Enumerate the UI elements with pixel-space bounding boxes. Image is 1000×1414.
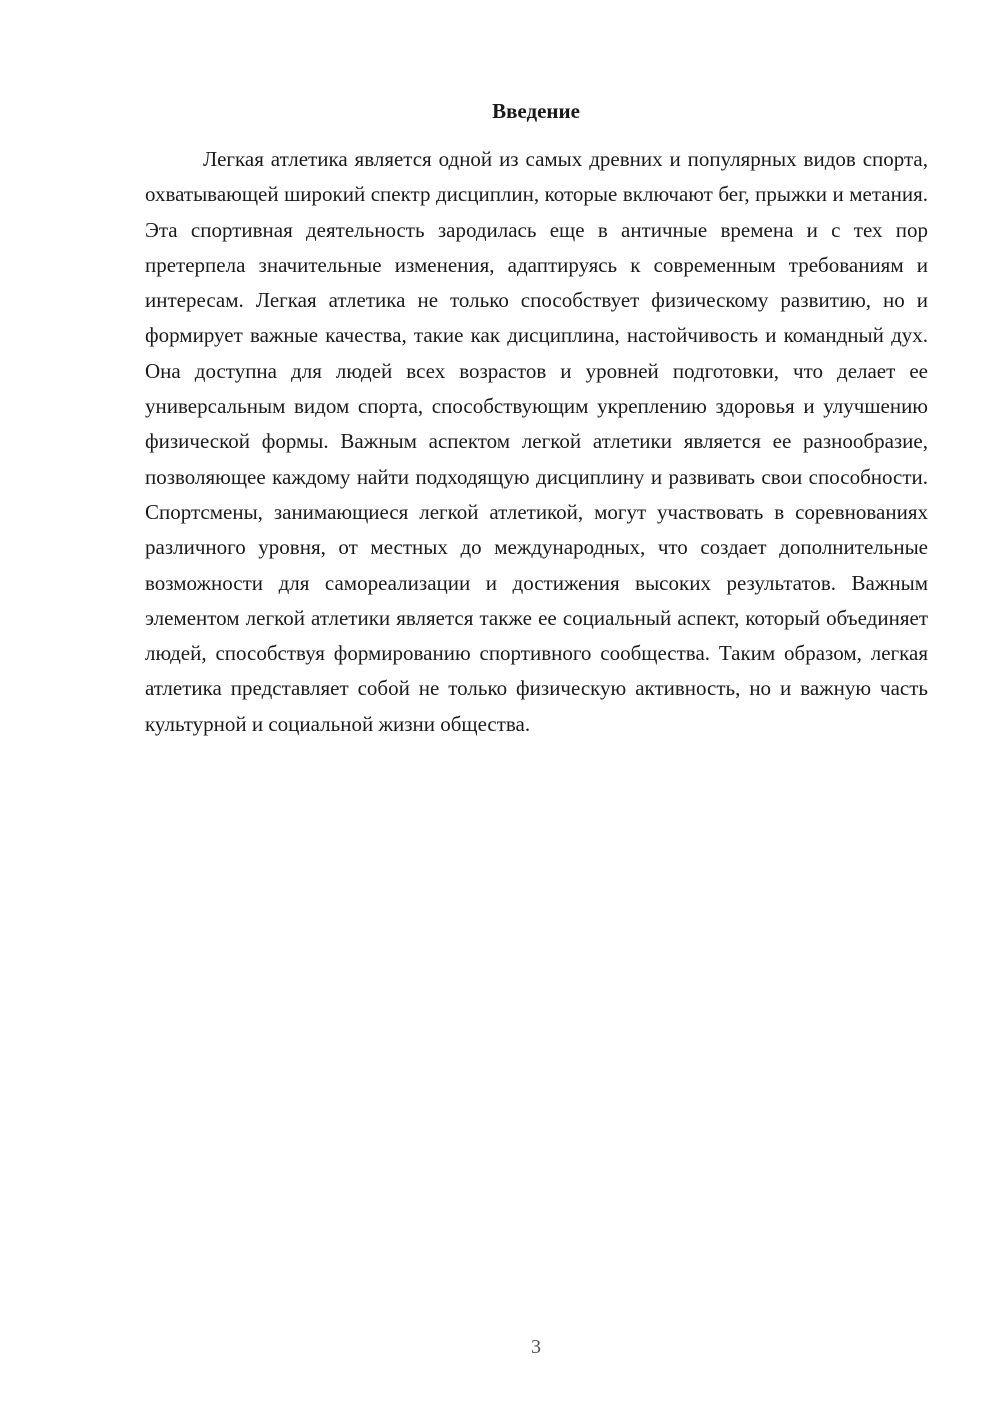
body-paragraph: Легкая атлетика является одной из самых древних и популярных видов спорта, охватывающей широкий спектр дисциплин, которые включают бег, прыжки и метания. Эта спортивная деятельность зародилась еще в античные времена и с тех пор претерпела значительные изменения, адаптируясь к современным требованиям и интересам. Легкая атлетика не только способствует физическому развитию, но и формирует важные качества, такие как дисциплина, настойчивость и командный дух. Она доступна для людей всех возрастов и уровней подготовки, что делает ее универсальным видом спорта, способствующим укреплению здоровья и улучшению физической формы. Важным аспектом легкой атлетики является ее разнообразие, позволяющее каждому найти подходящую дисциплину и развивать свои способности. Спортсмены, занимающиеся легкой атлетикой, могут участвовать в соревнованиях различного уровня, от местных до международных, что создает дополнительные возможности для самореализации и достижения высоких результатов. Важным элементом легкой атлетики является также ее социальный аспект, который объединяет людей, способствуя формированию спортивного сообщества. Таким образом, легкая атлетика представляет собой не только физическую активность, но и важную часть культурной и социальной жизни общества. [145, 147, 928, 736]
page-number: 3 [531, 1336, 541, 1358]
section-title: Введение [492, 99, 580, 123]
